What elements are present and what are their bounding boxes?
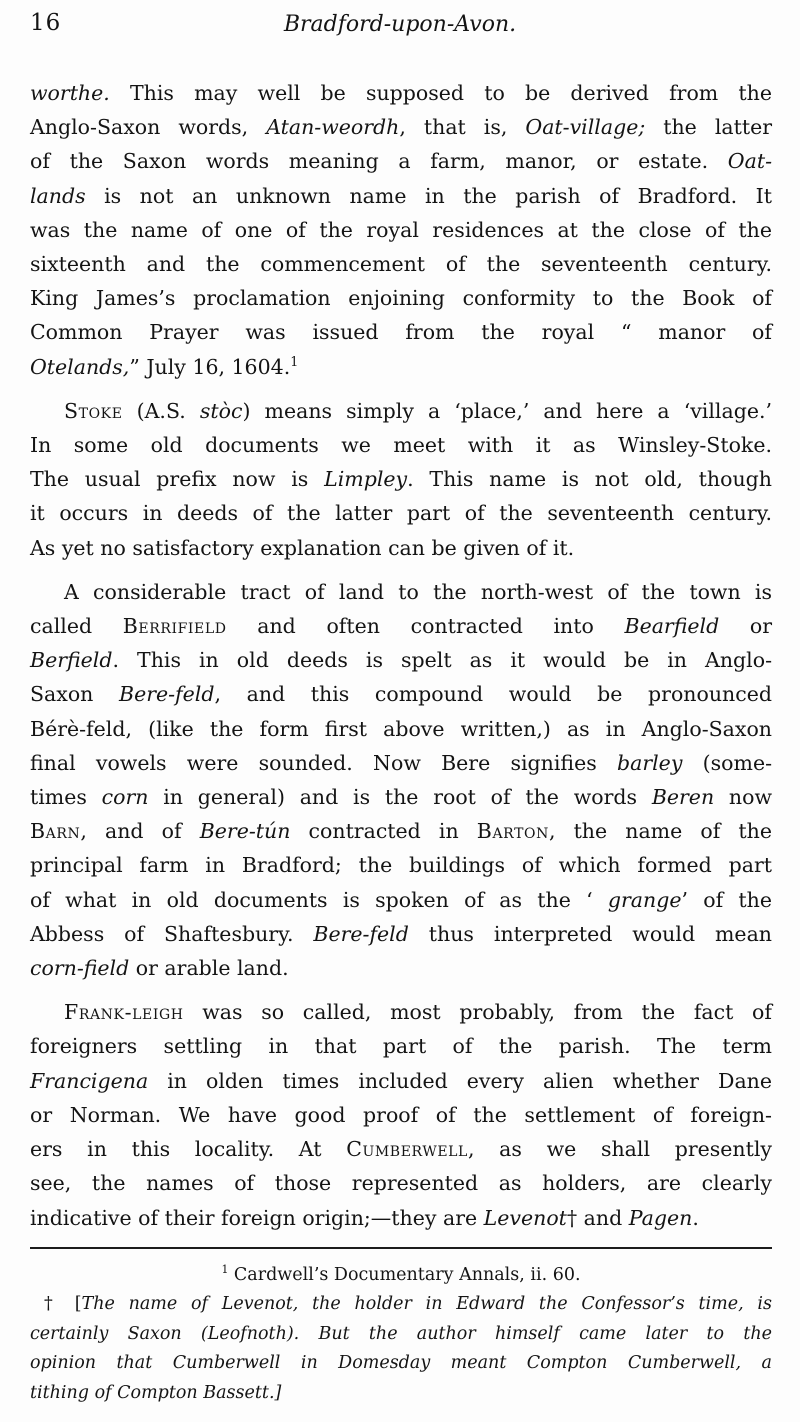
footnotes [30, 1261, 772, 1409]
text-segment: in olden times included every alien whether Dane [148, 1068, 772, 1093]
text-segment: Bere-feld [119, 682, 215, 707]
text-line [30, 144, 772, 178]
text-segment: tithing of Compton Bassett.] [30, 1382, 282, 1403]
text-line [30, 179, 772, 213]
text-segment: and often contracted into [226, 614, 625, 639]
text-line [30, 1379, 772, 1409]
text-segment: Anglo-Saxon words, [30, 115, 267, 140]
footnote-rule [30, 1247, 772, 1249]
text-segment: in general) and is the root of the words [148, 785, 652, 810]
text-segment: lands [30, 183, 86, 208]
text-line [30, 1349, 772, 1379]
text-segment: This may well be supposed to be derived from the [109, 81, 772, 105]
text-segment: A considerable tract of land to the north-west of the town is [64, 579, 772, 604]
text-segment: , the name of the [548, 819, 772, 844]
text-segment: indicative of their foreign origin;—they are [30, 1205, 484, 1230]
text-line [30, 1064, 772, 1098]
text-segment: opinion that Cumberwell in Domesday meant Compton Cumberwell, a [30, 1353, 772, 1374]
text-line [30, 350, 772, 384]
text-line [30, 281, 772, 315]
text-line [30, 951, 772, 985]
text-line [30, 462, 772, 496]
text-line [30, 1098, 772, 1132]
text-segment: Levenot [483, 1205, 567, 1230]
text-segment: King James’s proclamation enjoining conformity to the Book of [30, 286, 772, 311]
text-line [30, 428, 772, 462]
text-segment: Cardwell’s Documentary Annals, ii. 60. [228, 1264, 581, 1285]
text-segment: was so called, most probably, from the fact of [183, 1000, 772, 1025]
text-line [30, 643, 772, 677]
paragraph [30, 76, 772, 384]
text-segment: Berrifield [122, 614, 227, 639]
text-segment: stòc [199, 398, 243, 423]
page-body [30, 76, 772, 1235]
text-segment: Oat-village; [525, 115, 646, 140]
text-segment: of what in old documents is spoken of as the ‘ [30, 887, 608, 912]
text-segment: , and of [80, 819, 200, 844]
text-line [30, 531, 772, 565]
paragraph [30, 1261, 772, 1291]
text-segment: Otelands, [30, 354, 130, 379]
running-title: Bradford-upon-Avon. [283, 12, 517, 37]
text-segment: was the name of one of the royal residences at the close of the [30, 217, 772, 242]
text-line [30, 883, 772, 917]
text-segment: it occurs in deeds of the latter part of the seventeenth century. [30, 501, 772, 526]
text-segment: thus interpreted would mean [408, 921, 772, 946]
text-segment: As yet no satisfactory explanation can be given of it. [30, 535, 575, 560]
text-segment: is not an unknown name in the parish of Bradford. It [85, 183, 772, 208]
text-line [30, 394, 772, 428]
text-segment: corn [101, 785, 149, 810]
text-line [30, 110, 772, 144]
page-header [0, 0, 800, 46]
text-line [30, 1320, 772, 1350]
text-line [30, 1166, 772, 1200]
text-segment: Oat- [727, 149, 772, 174]
text-line [30, 609, 772, 643]
text-segment: Atan-weordh [266, 115, 400, 140]
text-line [30, 575, 772, 609]
text-line [30, 917, 772, 951]
text-segment: † and [566, 1205, 629, 1230]
text-segment: The usual prefix now is [30, 467, 325, 492]
text-segment: called [30, 614, 123, 639]
text-segment: foreigners settling in that part of the parish. The term [30, 1034, 772, 1059]
text-segment: Limpley [324, 467, 408, 492]
text-segment: Barn [30, 819, 81, 844]
text-line [30, 712, 772, 746]
text-segment: . This name is not old, though [407, 467, 772, 492]
text-segment: Beren [651, 785, 715, 810]
text-line [30, 1261, 772, 1291]
text-line [30, 76, 772, 110]
text-segment: The name of Levenot, the holder in Edward the Confessor’s time, is [81, 1294, 772, 1315]
text-segment: Stoke [64, 398, 123, 423]
text-segment: Francigena [30, 1068, 149, 1093]
text-segment: ers in this locality. At [30, 1137, 347, 1162]
text-line [30, 1290, 772, 1320]
text-segment: (A.S. [122, 398, 200, 423]
text-segment: principal farm in Bradford; the buildings of which formed part [30, 853, 772, 878]
text-segment: barley [616, 750, 683, 775]
text-segment: . This in old deeds is spelt as it would be in Anglo- [112, 648, 772, 673]
text-line [30, 247, 772, 281]
paragraph [30, 394, 772, 565]
text-line [30, 1132, 772, 1166]
text-segment: final vowels were sounded. Now Bere signifies [30, 750, 617, 775]
text-segment: sixteenth and the commencement of the seventeenth century. [30, 252, 772, 277]
text-line [30, 677, 772, 711]
text-segment: Pagen [628, 1205, 693, 1230]
text-segment: (some- [682, 750, 772, 775]
text-segment: corn-field [30, 956, 130, 981]
text-segment: Bere-tún [199, 819, 291, 844]
paragraph [30, 1290, 772, 1408]
paragraph [30, 575, 772, 985]
text-segment: , as we shall presently [467, 1137, 772, 1162]
text-line [30, 995, 772, 1029]
text-segment: now [714, 785, 773, 810]
text-segment: the latter [645, 115, 772, 140]
text-segment: worthe. [30, 81, 110, 105]
text-segment: Berfield [30, 648, 113, 673]
text-segment: grange [607, 887, 682, 912]
paragraph [30, 995, 772, 1234]
text-line [30, 746, 772, 780]
text-line [30, 213, 772, 247]
text-line [30, 780, 772, 814]
text-segment: ) means simply a ‘place,’ and here a ‘village.’ [242, 398, 772, 423]
text-segment: or arable land. [129, 956, 289, 981]
text-line [30, 315, 772, 349]
text-line [30, 848, 772, 882]
text-segment: times [30, 785, 102, 810]
text-segment: , and this compound would be pronounced [214, 682, 772, 707]
text-segment: In some old documents we meet with it as Winsley-Stoke. [30, 433, 772, 458]
text-segment: Barton [476, 819, 549, 844]
text-line [30, 496, 772, 530]
text-segment: or [719, 614, 772, 639]
text-segment: Common Prayer was issued from the royal “ manor of [30, 320, 772, 345]
text-segment: , that is, [399, 115, 526, 140]
text-segment: Frank-leigh [64, 1000, 184, 1025]
page-number: 16 [30, 10, 62, 36]
text-segment: 1 [221, 1262, 229, 1276]
text-segment: certainly Saxon (Leofnoth). But the author himself came later to the [30, 1323, 772, 1344]
text-segment: † [ [44, 1294, 82, 1315]
text-segment: of the Saxon words meaning a farm, manor, or estate. [30, 149, 728, 174]
text-line [30, 814, 772, 848]
text-segment: . [692, 1205, 699, 1230]
text-segment: Cumberwell [346, 1137, 468, 1162]
text-segment: see, the names of those represented as holders, are clearly [30, 1171, 772, 1196]
text-segment: ” July 16, 1604. [129, 354, 291, 379]
text-line [30, 1201, 772, 1235]
text-segment: Bérè-feld, (like the form first above written,) as in Anglo-Saxon [30, 716, 772, 741]
text-segment: ’ of the [681, 887, 772, 912]
text-segment: Abbess of Shaftesbury. [30, 921, 314, 946]
text-segment: Saxon [30, 682, 119, 707]
text-segment: contracted in [290, 819, 477, 844]
text-segment: Bearfield [624, 614, 720, 639]
text-segment: or Norman. We have good proof of the settlement of foreign- [30, 1102, 772, 1127]
text-line [30, 1029, 772, 1063]
text-segment: 1 [290, 353, 299, 369]
text-segment: Bere-feld [313, 921, 409, 946]
